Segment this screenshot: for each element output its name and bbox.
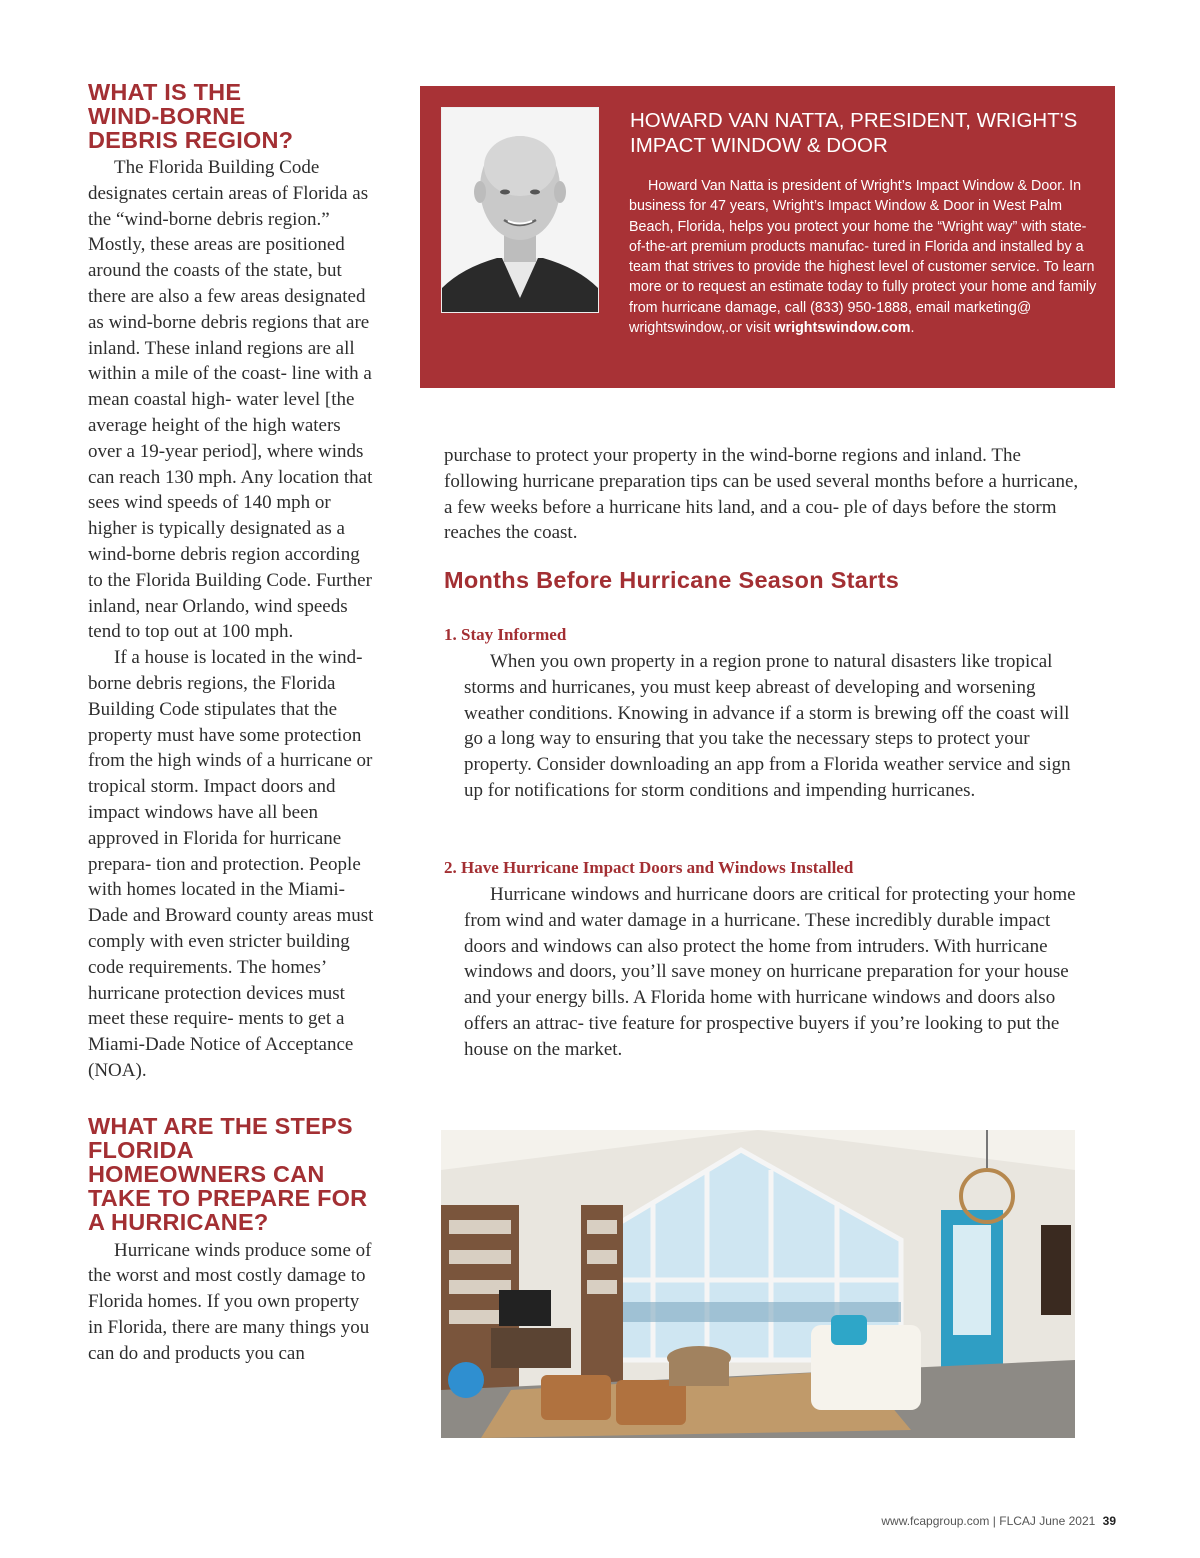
footer-publication: FLCAJ June 2021: [999, 1514, 1096, 1528]
left-column: [88, 80, 374, 1367]
footer-website: www.fcapgroup.com: [881, 1514, 990, 1528]
heading-steps: WHAT ARE THE STEPS FLORIDA HOMEOWNERS CAN TAKE TO PREPARE FOR A HURRICANE?: [88, 1112, 368, 1235]
room-image: [441, 1130, 1075, 1438]
living-room-photo: [441, 1130, 1075, 1438]
paragraph: If a house is located in the wind-borne debris regions, the Florida Building Code stipulates that the property must have some protection from the high winds of a hurricane or tropical storm. Impact doors and impact windows have all been approved in Florida for hurricane prepara- tion and protection. People with homes located in the Miami- Dade and Broward county areas must comply with even stricter building code requirements. The homes’ hurricane protection devices must meet these require- ments to get a Miami-Dade Notice of Acceptance (NOA).: [88, 647, 374, 1081]
tip-1-title: 1. Stay Informed: [444, 625, 567, 644]
bio-website-link[interactable]: wrightswindow.com: [774, 320, 911, 337]
paragraph: The Florida Building Code designates certain areas of Florida as the “wind-borne debris region.” Mostly, these areas are positioned around the coasts of the state, but there are also a few areas designated as wind-borne debris regions that are inland. These inland regions are all within a mile of the coast- line with a mean coastal high- water level [the average height of the high waters over a 19-year period], where winds can reach 130 mph. Any location that sees wind speeds of 140 mph or higher is typically designated as a wind-borne debris region according to the Florida Building Code. Further inland, near Orlando, wind speeds tend to top out at 100 mph.: [88, 157, 373, 643]
page-number: 39: [1102, 1514, 1116, 1528]
tip-2-body: [464, 882, 1079, 1063]
bio-period: .: [910, 320, 915, 337]
footer-separator: |: [992, 1514, 996, 1528]
intro-paragraph: purchase to protect your property in the wind-borne regions and inland. The following hurricane preparation tips can be used several months before a hurricane, a few weeks before a hurricane hits land, and a cou- ple of days before the storm reaches the coast.: [444, 445, 1079, 544]
paragraph: Hurricane windows and hurricane doors are critical for protecting your home from wind and water damage in a hurricane. These incredibly durable impact doors and windows can also protect the home from intruders. With hurricane windows and doors, you’ll save money on hurricane preparation for your house and your energy bills. A Florida home with hurricane windows and doors also offers an attrac- tive feature for prospective buyers if you’re looking to put the house on the market.: [464, 884, 1076, 1060]
author-bio-box: [420, 86, 1115, 388]
heading-wind-borne: WHAT IS THE WIND-BORNE DEBRIS REGION?: [88, 79, 294, 153]
tip-1-body: [464, 649, 1079, 804]
left-body-1: [88, 155, 374, 1084]
left-body-2: [88, 1238, 374, 1367]
paragraph: When you own property in a region prone to natural disasters like tropical storms and hurricanes, you must keep abreast of developing and worsening weather conditions. Knowing in advance if a storm is brewing off the coast will go a long way to ensuring that you take the necessary steps to protect your property. Consider downloading an app from a Florida weather service and sign up for notifications for storm conditions and impending hurricanes.: [464, 651, 1071, 801]
bio-body: Howard Van Natta is president of Wright’s Impact Window & Door. In business for 47 years, Wright’s Impact Window & Door in West Palm Beach, Florida, helps you protect your home the “Wright way” with state-of-the-art premium products manufac- tured in Florida and installed by a team that strives to provide the highest level of customer service. To learn more or to request an estimate today to fully protect your home and family from hurricane damage, call (833) 950-1888, email marketing@ wrightswindow,.or visit: [629, 178, 1097, 337]
tip-2-title: 2. Have Hurricane Impact Doors and Windows Installed: [444, 858, 854, 877]
paragraph: Hurricane winds produce some of the worst and most costly damage to Florida homes. If you own property in Florida, there are many things you can do and products you can: [88, 1239, 372, 1364]
bio-text: [441, 176, 1101, 344]
bio-title: HOWARD VAN NATTA, PRESIDENT, WRIGHT'S IMPACT WINDOW & DOOR: [630, 109, 1078, 157]
page-footer: [860, 1514, 1116, 1528]
section-heading: Months Before Hurricane Season Starts: [444, 567, 900, 593]
